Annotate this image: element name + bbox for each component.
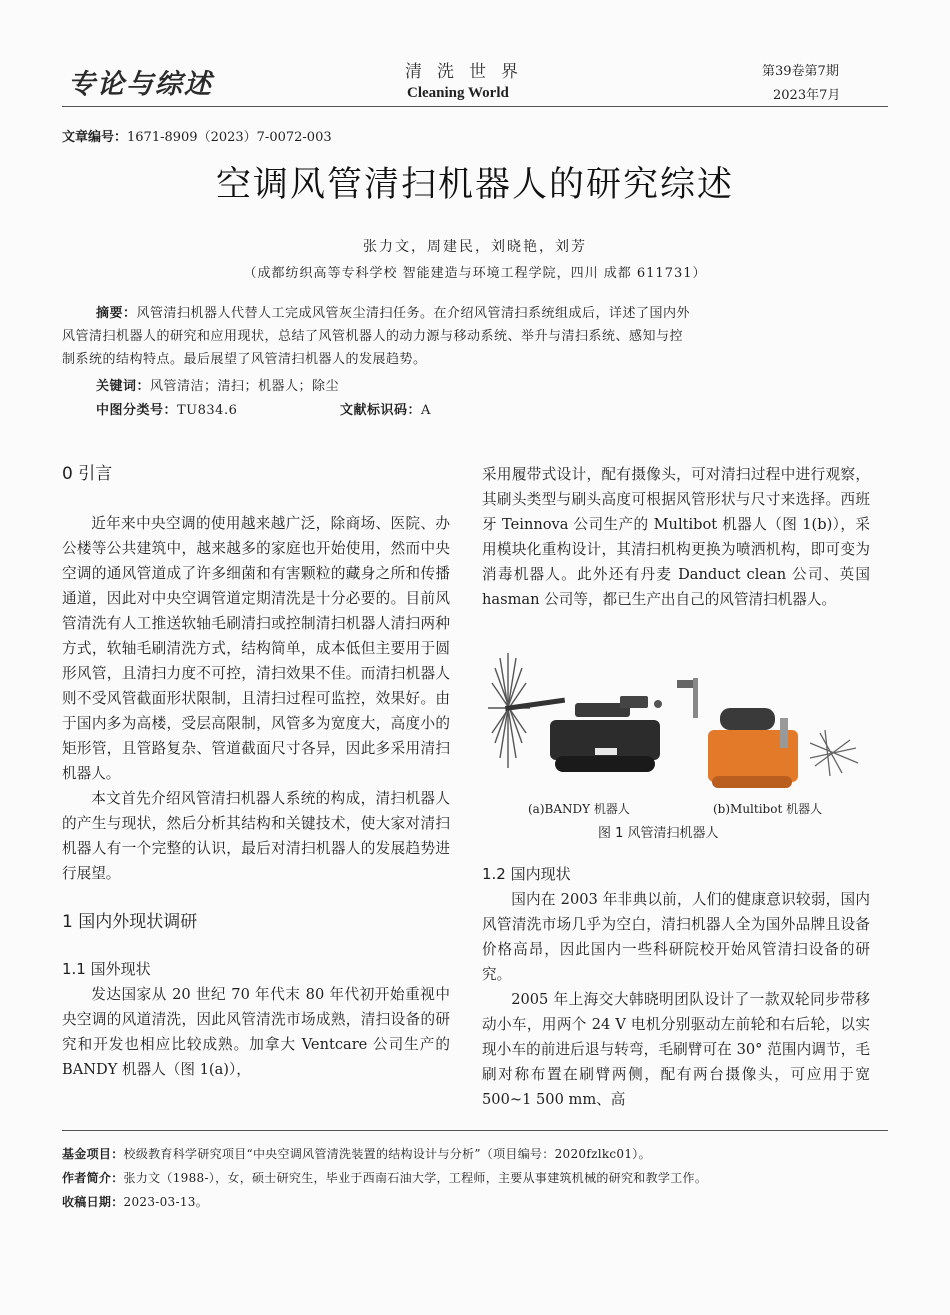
author-bio: 作者简介：张力文（1988-），女，硕士研究生，毕业于西南石油大学，工程师，主要从事建筑机械的研究和教学工作。 — [62, 1171, 708, 1185]
section-1-2-paragraph-2: 2005 年上海交大韩晓明团队设计了一款双轮同步带移动小车，用两个 24 V 电机分别驱动左前轮和右后轮，以实现小车的前进后退与转弯，毛刷臂可在 30° 范围内调节，毛刷对称布置在刷臂两侧，配有两台摄像头，可应用于宽 500~1 500 mm、高 — [482, 991, 870, 1108]
journal-name-en: Cleaning World — [407, 85, 509, 101]
volume-issue: 第39卷第7期 — [762, 64, 839, 79]
abstract-line-1: 摘要：风管清扫机器人代替人工完成风管灰尘清扫任务。在介绍风管清扫系统组成后，详述了国内外 — [96, 306, 691, 321]
header-divider — [62, 106, 888, 107]
keywords: 关键词：风管清洁；清扫；机器人；除尘 — [96, 379, 340, 394]
multibot-robot-image — [677, 678, 858, 788]
bandy-robot-image — [488, 653, 662, 772]
article-number-value: 1671-8909（2023）7-0072-003 — [127, 130, 332, 145]
received-date: 收稿日期：2023-03-13。 — [62, 1195, 209, 1209]
clc-number: 中图分类号：TU834.6 — [96, 403, 238, 418]
section-1-1-heading: 1.1 国外现状 — [62, 960, 151, 978]
issue-date: 2023年7月 — [773, 88, 841, 103]
paper-title: 空调风管清扫机器人的研究综述 — [215, 165, 734, 205]
journal-name-cn: 清洗世界 — [405, 62, 533, 82]
article-number — [62, 126, 332, 145]
figure-1 — [480, 648, 885, 823]
figure-1b-label: (b)Multibot 机器人 — [713, 802, 823, 816]
fund-label: 基金项目： — [62, 1147, 124, 1161]
right-column-top — [482, 462, 870, 612]
section-1-2-heading: 1.2 国内现状 — [482, 865, 571, 883]
section-1-heading: 1 国内外现状调研 — [62, 912, 198, 932]
section-1-1-continued: 采用履带式设计，配有摄像头，可对清扫过程中进行观察，其刷头类型与刷头高度可根据风管形状与尺寸来选择。西班牙 Teinnova 公司生产的 Multibot 机器人（图 1(b)），采用模块化重构设计，其清扫机构更换为喷洒机构，即可变为消毒机器人。此外还有丹麦 Danduct clean 公司、英国 hasman 公司等，都已生产出自己的风管清扫机器人。 — [482, 466, 870, 608]
fund-note: 基金项目：校级教育科学研究项目“中央空调风管清洗装置的结构设计与分析”（项目编号：2020fzlkc01）。 — [62, 1147, 651, 1161]
article-number-label: 文章编号： — [62, 130, 128, 145]
received-label: 收稿日期： — [62, 1195, 124, 1209]
left-column — [62, 462, 450, 1082]
affiliation: （成都纺织高等专科学校 智能建造与环境工程学院，四川 成都 611731） — [243, 266, 707, 281]
figure-1a-label: (a)BANDY 机器人 — [528, 802, 630, 816]
clc-label: 中图分类号： — [96, 403, 178, 418]
section-tag: 专论与综述 — [68, 69, 213, 100]
footnote-divider — [62, 1130, 888, 1131]
doc-code-label: 文献标识码： — [340, 403, 422, 418]
section-1-2-paragraph-1: 国内在 2003 年非典以前，人们的健康意识较弱，国内风管清洗市场几乎为空白，清扫机器人全为国外品牌且设备价格高昂，因此国内一些科研院校开始风管清扫设备的研究。 — [482, 891, 870, 983]
figure-1-caption: 图 1 风管清扫机器人 — [598, 826, 719, 841]
document-code: 文献标识码：A — [340, 403, 431, 418]
section-0-paragraph-1: 近年来中央空调的使用越来越广泛，除商场、医院、办公楼等公共建筑中，越来越多的家庭也开始使用，然而中央空调的通风管道成了许多细菌和有害颗粒的藏身之所和传播通道，因此对中央空调管道定期清洗是十分必要的。目前风管清洗有人工推送软轴毛刷清扫或控制清扫机器人清扫两种方式，软轴毛刷清洗方式，结构简单，成本低但主要用于圆形风管，且清扫力度不可控，清扫效果不佳。而清扫机器人则不受风管截面形状限制，且清扫过程可监控，效果好。由于国内多为高楼，受层高限制，风管多为宽度大，高度小的矩形管，且管路复杂、管道截面尺寸各异，因此多采用清扫机器人。 — [62, 515, 450, 782]
section-0-heading: 0 引言 — [62, 464, 113, 484]
section-0-paragraph-2: 本文首先介绍风管清扫机器人系统的构成，清扫机器人的产生与现状，然后分析其结构和关键技术，使大家对清扫机器人有一个完整的认识，最后对清扫机器人的发展趋势进行展望。 — [62, 790, 450, 882]
abstract-line-3: 制系统的结构特点。最后展望了风管清扫机器人的发展趋势。 — [62, 352, 427, 367]
section-1-1-paragraph-1: 发达国家从 20 世纪 70 年代末 80 年代初开始重视中央空调的风道清洗，因此风管清洗市场成熟，清扫设备的研究和开发也相应比较成熟。加拿大 Ventcare 公司生产的 BANDY 机器人（图 1(a)）， — [62, 986, 450, 1078]
author-bio-label: 作者简介： — [62, 1171, 124, 1185]
right-column-bottom — [482, 862, 870, 1112]
keywords-label: 关键词： — [96, 379, 151, 394]
abstract-label: 摘要： — [96, 306, 137, 321]
abstract-line-2: 风管清扫机器人的研究和应用现状，总结了风管机器人的动力源与移动系统、举升与清扫系统、感知与控 — [62, 329, 684, 344]
authors: 张力文，周建民，刘晓艳，刘芳 — [363, 239, 587, 255]
